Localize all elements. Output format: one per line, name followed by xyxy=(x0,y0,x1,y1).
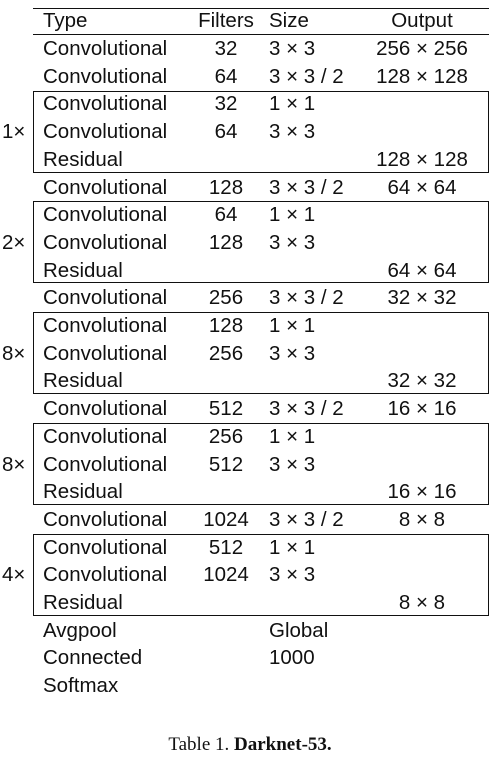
cell-type: Convolutional xyxy=(43,230,168,254)
header-output: Output xyxy=(391,9,453,32)
cell-output: 16 × 16 xyxy=(387,397,457,421)
cell-size: 3 × 3 / 2 xyxy=(269,507,344,531)
cell-output: 128 × 128 xyxy=(376,64,468,88)
table-row xyxy=(0,478,500,506)
cell-size: 3 × 3 / 2 xyxy=(269,64,344,88)
cell-filters-wrap xyxy=(208,174,260,202)
cell-output: 128 × 128 xyxy=(376,147,468,171)
header-size: Size xyxy=(269,9,309,32)
cell-type: Residual xyxy=(43,147,123,171)
cell-type: Convolutional xyxy=(43,92,168,116)
table-row xyxy=(0,201,500,229)
cell-size: 3 × 3 / 2 xyxy=(269,397,344,421)
cell-filters-wrap xyxy=(208,229,260,257)
cell-type: Convolutional xyxy=(43,535,168,559)
cell-filters-wrap xyxy=(208,340,260,368)
table-row xyxy=(0,534,500,562)
cell-output-wrap xyxy=(398,589,468,617)
cell-size: 1000 xyxy=(269,646,315,670)
table-row xyxy=(0,367,500,395)
cell-output-wrap xyxy=(387,395,491,423)
cell-filters-wrap xyxy=(208,423,260,451)
cell-filters: 64 xyxy=(214,64,238,88)
cell-size: 1 × 1 xyxy=(269,535,316,559)
cell-output-wrap xyxy=(387,478,491,506)
table-row xyxy=(0,146,500,174)
cell-filters: 64 xyxy=(214,203,238,227)
cell-type: Avgpool xyxy=(43,618,117,642)
table-row xyxy=(0,174,500,202)
cell-size: 1 × 1 xyxy=(269,203,316,227)
table-row xyxy=(0,672,500,700)
table-row xyxy=(0,423,500,451)
table-row xyxy=(0,90,500,118)
repeat-label-block-5: 4× xyxy=(2,563,26,586)
cell-size: 3 × 3 xyxy=(269,563,316,587)
cell-output: 256 × 256 xyxy=(376,37,468,60)
cell-size: 3 × 3 xyxy=(269,230,316,254)
cell-size: 3 × 3 xyxy=(269,452,316,476)
cell-output-wrap xyxy=(387,367,491,395)
cell-filters: 64 xyxy=(214,120,238,144)
cell-filters-wrap xyxy=(208,284,260,312)
cell-size: Global xyxy=(269,618,329,642)
cell-filters: 128 xyxy=(208,314,244,337)
cell-type: Residual xyxy=(43,480,123,504)
cell-output: 8 × 8 xyxy=(398,591,446,614)
cell-output-wrap xyxy=(387,257,491,285)
table-row xyxy=(0,589,500,617)
cell-filters-wrap xyxy=(208,451,260,479)
table-caption xyxy=(0,733,500,757)
cell-type: Residual xyxy=(43,258,123,282)
cell-type: Convolutional xyxy=(43,203,168,227)
cell-filters: 512 xyxy=(208,397,244,421)
table-row xyxy=(0,340,500,368)
cell-output-wrap xyxy=(376,35,500,63)
cell-output-wrap xyxy=(376,63,500,91)
cell-type: Convolutional xyxy=(43,175,168,199)
cell-filters-wrap xyxy=(214,90,249,118)
cell-size: 3 × 3 xyxy=(269,120,316,144)
table-row xyxy=(0,451,500,479)
cell-type: Softmax xyxy=(43,674,119,698)
header-type: Type xyxy=(43,9,88,32)
cell-type: Convolutional xyxy=(43,286,168,310)
table-row xyxy=(0,395,500,423)
repeat-label-block-4: 8× xyxy=(2,453,26,476)
cell-filters: 256 xyxy=(208,286,244,310)
repeat-label-block-1: 1× xyxy=(2,120,26,143)
cell-size: 3 × 3 / 2 xyxy=(269,175,344,199)
cell-type: Convolutional xyxy=(43,452,168,476)
cell-filters-wrap xyxy=(214,201,249,229)
cell-size: 3 × 3 / 2 xyxy=(269,286,344,310)
cell-type: Convolutional xyxy=(43,507,168,531)
table-row xyxy=(0,229,500,257)
cell-output-wrap xyxy=(387,284,491,312)
cell-filters-wrap xyxy=(214,35,249,63)
cell-size: 1 × 1 xyxy=(269,314,316,337)
repeat-label-block-3: 8× xyxy=(2,342,26,365)
table-row xyxy=(0,284,500,312)
cell-type: Convolutional xyxy=(43,120,168,144)
cell-type: Connected xyxy=(43,646,143,670)
cell-type: Convolutional xyxy=(43,341,168,365)
cell-type: Convolutional xyxy=(43,563,168,587)
cell-filters: 32 xyxy=(214,37,238,60)
repeat-label-block-2: 2× xyxy=(2,231,26,254)
cell-type: Convolutional xyxy=(43,37,168,60)
cell-filters: 256 xyxy=(208,424,244,448)
cell-output-wrap xyxy=(398,506,468,534)
cell-filters: 128 xyxy=(208,230,244,254)
cell-filters-wrap xyxy=(208,395,260,423)
cell-filters-wrap xyxy=(214,118,249,146)
cell-output-wrap xyxy=(387,174,491,202)
cell-output: 64 × 64 xyxy=(387,258,457,282)
cell-type: Residual xyxy=(43,369,123,393)
cell-filters: 128 xyxy=(208,175,244,199)
cell-filters-wrap xyxy=(208,534,260,562)
cell-size: 1 × 1 xyxy=(269,92,316,116)
cell-output: 32 × 32 xyxy=(387,286,457,310)
caption-title: Darknet-53. xyxy=(234,734,332,755)
table-row xyxy=(0,312,500,340)
cell-filters: 256 xyxy=(208,341,244,365)
cell-filters-wrap xyxy=(208,312,260,340)
header-filters: Filters xyxy=(198,9,254,32)
cell-output: 8 × 8 xyxy=(398,507,446,531)
cell-output: 32 × 32 xyxy=(387,369,457,393)
cell-output-wrap xyxy=(376,146,500,174)
cell-filters-wrap xyxy=(203,506,272,534)
cell-type: Residual xyxy=(43,591,123,614)
cell-type: Convolutional xyxy=(43,397,168,421)
table-row xyxy=(0,35,500,63)
table-row xyxy=(0,63,500,91)
table-header-row xyxy=(0,7,500,35)
cell-size: 1 × 1 xyxy=(269,424,316,448)
cell-filters: 512 xyxy=(208,452,244,476)
table-row xyxy=(0,644,500,672)
cell-filters-wrap xyxy=(214,63,249,91)
table-row xyxy=(0,506,500,534)
cell-size: 3 × 3 xyxy=(269,37,316,60)
table-row xyxy=(0,617,500,645)
cell-filters-wrap xyxy=(203,561,272,589)
cell-size: 3 × 3 xyxy=(269,341,316,365)
cell-filters: 1024 xyxy=(203,563,249,587)
table-row xyxy=(0,257,500,285)
cell-output: 64 × 64 xyxy=(387,175,457,199)
table-row xyxy=(0,561,500,589)
cell-output: 16 × 16 xyxy=(387,480,457,504)
table-row xyxy=(0,118,500,146)
cell-type: Convolutional xyxy=(43,314,168,337)
cell-filters: 512 xyxy=(208,535,244,559)
cell-filters: 1024 xyxy=(203,507,249,531)
caption-prefix: Table 1. xyxy=(168,734,235,755)
cell-type: Convolutional xyxy=(43,424,168,448)
cell-filters: 32 xyxy=(214,92,238,116)
cell-type: Convolutional xyxy=(43,64,168,88)
